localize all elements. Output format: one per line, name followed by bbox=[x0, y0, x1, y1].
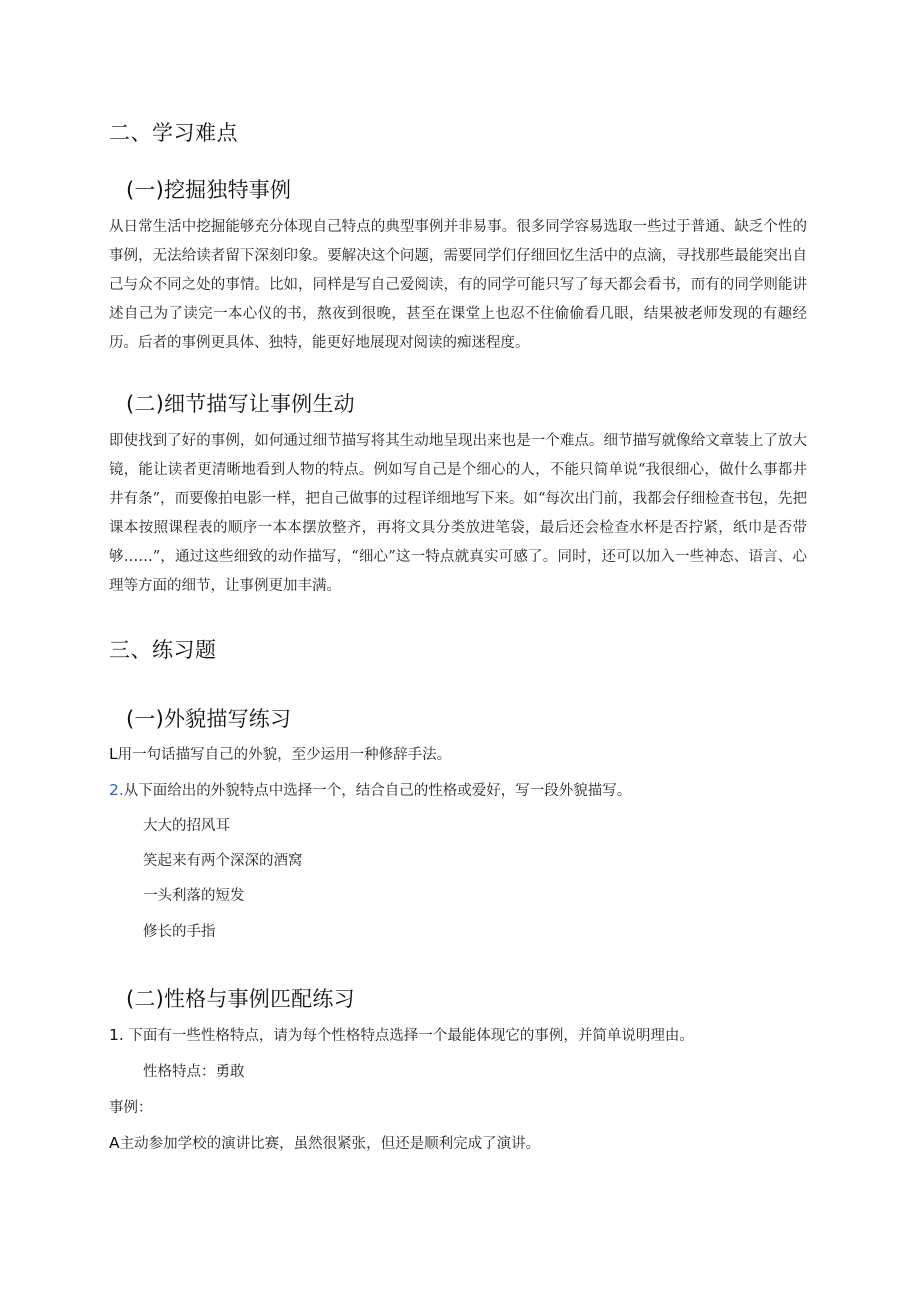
question-item bbox=[109, 780, 631, 801]
option-item: 大大的招风耳 bbox=[143, 818, 230, 834]
subheading-appearance-exercise: (一)外貌描写练习 bbox=[126, 707, 292, 731]
example-letter: A bbox=[109, 1134, 120, 1152]
question-item bbox=[109, 744, 451, 765]
question-item bbox=[109, 1025, 694, 1046]
subheading-detail-description: (二)细节描写让事例生动 bbox=[126, 392, 355, 416]
option-item: 笑起来有两个深深的酒窝 bbox=[143, 853, 303, 869]
question-number: 1. bbox=[109, 1026, 124, 1044]
option-item: 修长的手指 bbox=[143, 924, 216, 940]
subheading-unique-examples: (一)挖掘独特事例 bbox=[126, 178, 292, 202]
section-heading-exercises: 三、练习题 bbox=[109, 638, 217, 662]
question-text: 用一句话描写自己的外貌，至少运用一种修辞手法。 bbox=[117, 747, 452, 763]
question-number: L bbox=[109, 745, 118, 763]
examples-label: 事例： bbox=[109, 1100, 153, 1116]
section-heading-difficulties: 二、学习难点 bbox=[109, 121, 238, 145]
question-text: 下面有一些性格特点，请为每个性格特点选择一个最能体现它的事例，并简单说明理由。 bbox=[128, 1028, 694, 1044]
subheading-trait-matching: (二)性格与事例匹配练习 bbox=[126, 987, 355, 1011]
paragraph-unique-examples: 从日常生活中挖掘能够充分体现自己特点的典型事例并非易事。很多同学容易选取一些过于普通、缺乏个性的事例，无法给读者留下深刻印象。要解决这个问题，需要同学们仔细回忆生活中的点滴，寻找那些最能突出自己与众不同之处的事情。比如，同样是写自己爱阅读，有的同学可能只写了每天都会看书，而有的同学则能讲述自己为了读完一本心仪的书，熬夜到很晚，甚至在课堂上也忍不住偷偷看几眼，结果被老师发现的有趣经历。后者的事例更具体、独特，能更好地展现对阅读的痴迷程度。 bbox=[109, 219, 807, 351]
trait-label: 性格特点：勇敢 bbox=[143, 1064, 245, 1080]
example-item-a bbox=[109, 1133, 540, 1154]
option-item: 一头利落的短发 bbox=[143, 888, 245, 904]
paragraph-detail-description: 即使找到了好的事例，如何通过细节描写将其生动地呈现出来也是一个难点。细节描写就像给文章装上了放大镜，能让读者更清晰地看到人物的特点。例如写自己是个细心的人，不能只简单说“我很细心，做什么事都井井有条”，而要像拍电影一样，把自己做事的过程详细地写下来。如“每次出门前，我都会仔细检查书包，先把课本按照课程表的顺序一本本摆放整齐，再将文具分类放进笔袋，最后还会检查水杯是否拧紧，纸巾是否带够……”，通过这些细致的动作描写，“细心”这一特点就真实可感了。同时，还可以加入一些神态、语言、心理等方面的细节，让事例更加丰满。 bbox=[109, 433, 807, 594]
example-text: 主动参加学校的演讲比赛，虽然很紧张，但还是顺利完成了演讲。 bbox=[119, 1136, 541, 1152]
question-number: 2. bbox=[109, 781, 124, 799]
question-text: 从下面给出的外貌特点中选择一个，结合自己的性格或爱好，写一段外貌描写。 bbox=[123, 783, 632, 799]
